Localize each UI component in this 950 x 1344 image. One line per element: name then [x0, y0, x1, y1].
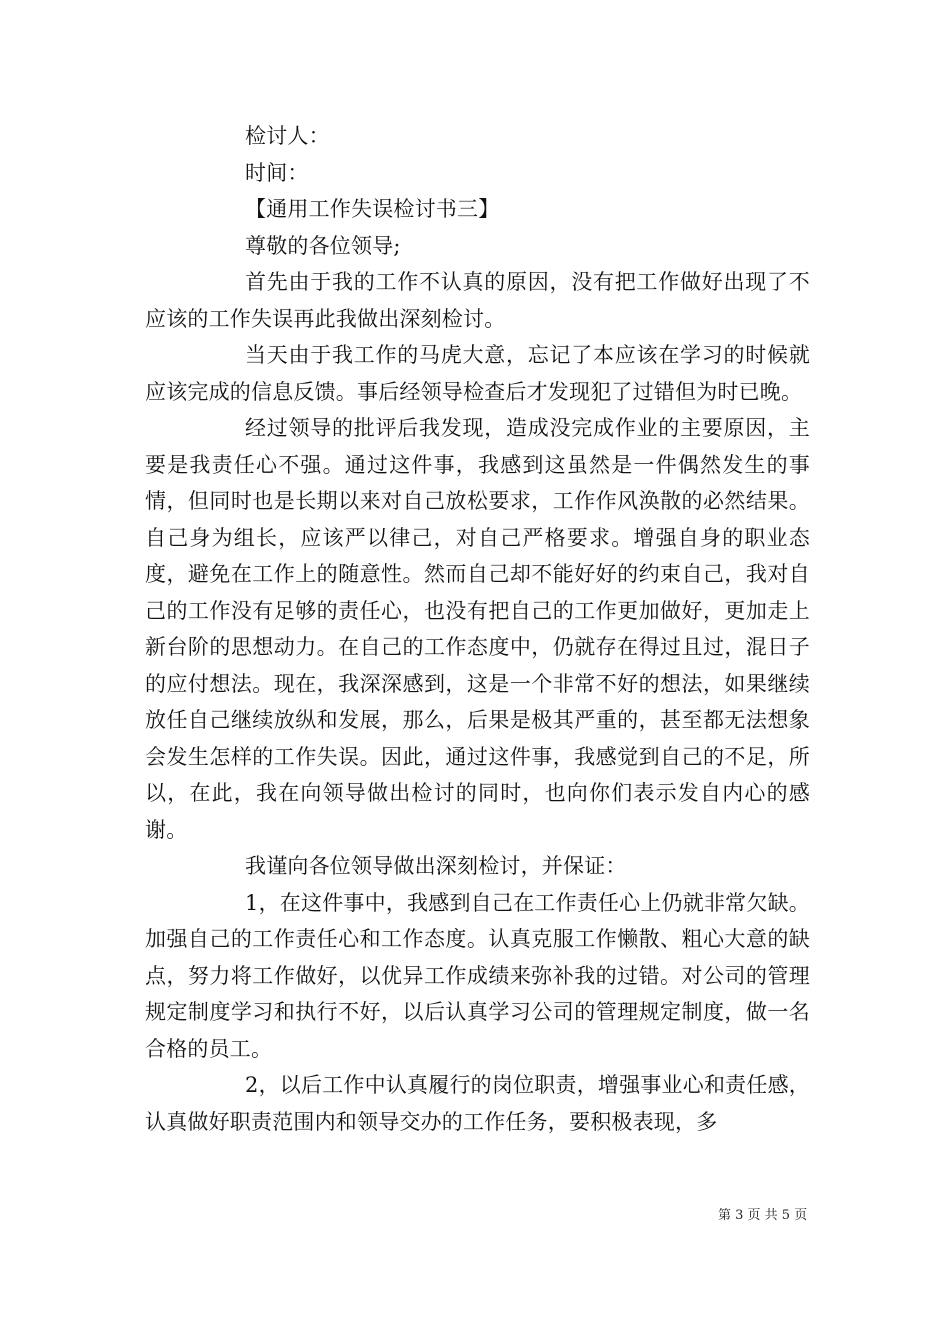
- reviewer-line: 检讨人：: [245, 124, 330, 148]
- paragraph-reflection: 经过领导的批评后我发现，造成没完成作业的主要原因，主要是我责任心不强。通过这件事，我感到这虽然是一件偶然发生的事情，但同时也是长期以来对自己放松要求，工作作风涣散的必然结果。自己身为组长，应该严以律己，对自己严格要求。增强自身的职业态度，避免在工作上的随意性。然而自己却不能好好的约束自己，我对自己的工作没有足够的责任心，也没有把自己的工作更加做好，更加走上新台阶的思想动力。在自己的工作态度中，仍就存在得过且过，混日子的应付想法。现在，我深深感到，这是一个非常不好的想法，如果继续放任自己继续放纵和发展，那么，后果是极其严重的，甚至都无法想象会发生怎样的工作失误。因此，通过这件事，我感觉到自己的不足，所以，在此，我在向领导做出检讨的同时，也向你们表示发自内心的感谢。: [145, 416, 810, 842]
- pledge-item-1: 1，在这件事中，我感到自己在工作责任心上仍就非常欠缺。加强自己的工作责任心和工作态度。认真克服工作懒散、粗心大意的缺点，努力将工作做好，以优异工作成绩来弥补我的过错。对公司的管理规定制度学习和执行不好，以后认真学习公司的管理规定制度，做一名合格的员工。: [145, 890, 810, 1061]
- paragraph-pledge-intro: 我谨向各位领导做出深刻检讨，并保证：: [245, 854, 627, 878]
- paragraph-incident: 当天由于我工作的马虎大意，忘记了本应该在学习的时候就应该完成的信息反馈。事后经领导检查后才发现犯了过错但为时已晚。: [145, 343, 810, 404]
- page-number: 第 3 页 共 5 页: [718, 1208, 808, 1223]
- time-line: 时间：: [245, 160, 309, 185]
- paragraph-intro: 首先由于我的工作不认真的原因，没有把工作做好出现了不应该的工作失误再此我做出深刻检讨。: [145, 270, 810, 331]
- pledge-item-2: 2，以后工作中认真履行的岗位职责，增强事业心和责任感，认真做好职责范围内和领导交办的工作任务，要积极表现，多: [145, 1073, 810, 1134]
- salutation: 尊敬的各位领导;: [245, 233, 401, 258]
- document-body: [145, 118, 810, 1140]
- section-title: 【通用工作失误检讨书三】: [245, 197, 500, 221]
